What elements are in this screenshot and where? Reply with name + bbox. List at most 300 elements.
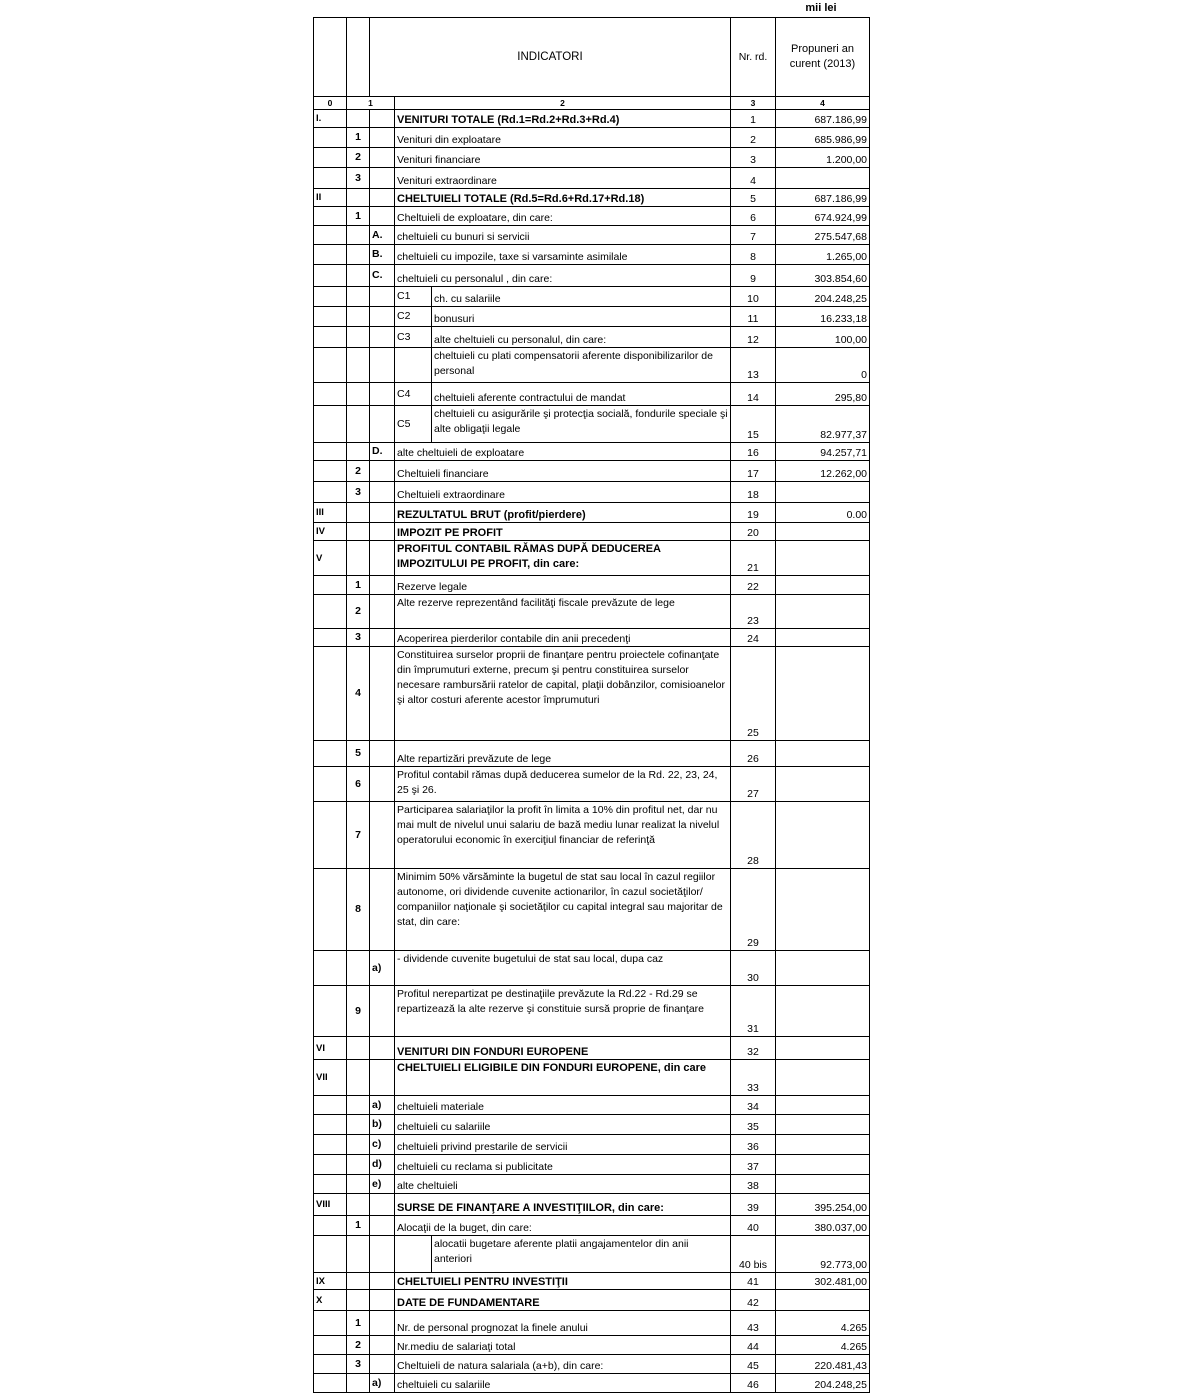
row-number: 22 [731,576,776,595]
row-value [776,541,870,576]
table-row [314,245,870,265]
row-number: 40 bis [731,1236,776,1273]
table-row [314,482,870,503]
row-value [776,1060,870,1096]
table-row [314,986,870,1037]
row-value [776,595,870,629]
row-indicator-text: IMPOZIT PE PROFIT [395,523,731,541]
row-number: 36 [731,1135,776,1155]
row-sub-code: C2 [395,307,432,327]
row-value [776,1290,870,1311]
row-item-number [347,226,370,245]
row-section-code [314,461,347,482]
row-sub-letter: d) [370,1155,395,1175]
table-row [314,1060,870,1096]
row-section-code: IX [314,1273,347,1290]
row-item-number: 3 [347,482,370,503]
row-indicator-text: Rezerve legale [395,576,731,595]
row-value [776,1175,870,1194]
row-number: 27 [731,767,776,802]
table-row [314,265,870,287]
row-section-code [314,383,347,406]
row-number: 38 [731,1175,776,1194]
row-number: 34 [731,1096,776,1115]
row-item-number [347,503,370,523]
row-section-code [314,1216,347,1236]
table-row [314,207,870,226]
row-section-code: VI [314,1037,347,1060]
row-number: 28 [731,802,776,869]
row-number: 25 [731,647,776,741]
row-number: 37 [731,1155,776,1175]
row-sub-letter [370,802,395,869]
row-number: 19 [731,503,776,523]
row-section-code [314,951,347,986]
row-item-number [347,287,370,307]
row-number: 14 [731,383,776,406]
table-row [314,189,870,207]
table-row [314,1096,870,1115]
table-row [314,128,870,148]
row-number: 18 [731,482,776,503]
col-index-0: 0 [314,97,347,110]
row-value [776,647,870,741]
row-section-code: II [314,189,347,207]
row-sub-letter: a) [370,951,395,986]
row-indicator-text: CHELTUIELI PENTRU INVESTIŢII [395,1273,731,1290]
row-sub-letter [370,1273,395,1290]
row-number: 1 [731,110,776,128]
row-indicator-text: Nr. de personal prognozat la finele anului [395,1311,731,1336]
row-indicator-text: bonusuri [432,307,731,327]
row-value [776,168,870,189]
row-value: 94.257,71 [776,443,870,461]
row-item-number: 2 [347,148,370,168]
row-value [776,523,870,541]
row-item-number [347,951,370,986]
row-indicator-text: cheltuieli cu bunuri si servicii [395,226,731,245]
row-sub-letter: c) [370,1135,395,1155]
row-number: 32 [731,1037,776,1060]
row-item-number: 1 [347,128,370,148]
row-sub-letter [370,148,395,168]
row-section-code [314,226,347,245]
row-section-code [314,1155,347,1175]
row-indicator-text: Alocaţii de la buget, din care: [395,1216,731,1236]
row-indicator-text: Venituri financiare [395,148,731,168]
row-item-number [347,307,370,327]
table-row [314,307,870,327]
row-value: 0.00 [776,503,870,523]
header-col1 [347,18,370,97]
row-number: 9 [731,265,776,287]
row-sub-code: C5 [395,406,432,443]
row-indicator-text: Nr.mediu de salariaţi total [395,1336,731,1355]
row-indicator-text: cheltuieli cu reclama si publicitate [395,1155,731,1175]
table-row [314,461,870,482]
row-value [776,1037,870,1060]
row-value [776,951,870,986]
row-item-number [347,110,370,128]
table-row [314,1374,870,1393]
row-item-number: 5 [347,741,370,767]
row-sub-letter [370,307,395,327]
row-value [776,869,870,951]
row-section-code [314,1374,347,1393]
row-section-code [314,307,347,327]
table-row [314,148,870,168]
budget-table [313,17,870,1393]
row-item-number: 9 [347,986,370,1037]
row-value [776,1096,870,1115]
table-row [314,327,870,348]
header-row [314,18,870,97]
row-indicator-text: cheltuieli materiale [395,1096,731,1115]
header-nr-rd: Nr. rd. [731,18,776,97]
row-indicator-text: cheltuieli aferente contractului de mandat [432,383,731,406]
row-value [776,576,870,595]
table-row [314,226,870,245]
row-item-number: 7 [347,802,370,869]
row-section-code [314,265,347,287]
row-value [776,802,870,869]
row-value [776,629,870,647]
row-number: 46 [731,1374,776,1393]
row-value [776,767,870,802]
header-indicatori: INDICATORI [370,18,731,97]
row-value: 82.977,37 [776,406,870,443]
table-row [314,869,870,951]
row-sub-letter [370,741,395,767]
row-sub-letter [370,482,395,503]
row-indicator-text: Cheltuieli extraordinare [395,482,731,503]
row-value: 220.481,43 [776,1355,870,1374]
row-number: 40 [731,1216,776,1236]
row-number: 23 [731,595,776,629]
row-number: 2 [731,128,776,148]
row-item-number [347,1115,370,1135]
row-sub-letter [370,327,395,348]
row-indicator-text: Venituri din exploatare [395,128,731,148]
row-item-number: 1 [347,1311,370,1336]
row-item-number [347,327,370,348]
row-section-code [314,1236,347,1273]
row-indicator-text: PROFITUL CONTABIL RĂMAS DUPĂ DEDUCEREA IMPOZITULUI PE PROFIT, din care: [395,541,731,576]
table-row [314,576,870,595]
table-row [314,741,870,767]
row-number: 41 [731,1273,776,1290]
row-item-number [347,1060,370,1096]
row-indicator-text: SURSE DE FINANŢARE A INVESTIŢIILOR, din care: [395,1194,731,1216]
row-sub-code: C3 [395,327,432,348]
row-number: 24 [731,629,776,647]
row-number: 35 [731,1115,776,1135]
row-section-code: VIII [314,1194,347,1216]
table-row [314,1336,870,1355]
row-sub-letter [370,1060,395,1096]
row-sub-letter [370,461,395,482]
col-index-2: 2 [395,97,731,110]
row-sub-code [395,1236,432,1273]
table-row [314,1273,870,1290]
row-section-code [314,767,347,802]
table-row [314,1311,870,1336]
row-indicator-text: Venituri extraordinare [395,168,731,189]
row-sub-letter [370,1336,395,1355]
row-number: 10 [731,287,776,307]
col-index-1: 1 [347,97,395,110]
row-value: 687.186,99 [776,110,870,128]
row-sub-letter: C. [370,265,395,287]
row-indicator-text: alte cheltuieli [395,1175,731,1194]
column-index-row [314,97,870,110]
row-number: 13 [731,348,776,383]
row-sub-letter: e) [370,1175,395,1194]
row-number: 8 [731,245,776,265]
row-number: 20 [731,523,776,541]
table-row [314,647,870,741]
row-number: 31 [731,986,776,1037]
row-sub-letter [370,869,395,951]
table-row [314,523,870,541]
row-section-code [314,647,347,741]
row-indicator-text: alocatii bugetare aferente platii angajamentelor din anii anteriori [432,1236,731,1273]
row-sub-letter [370,1311,395,1336]
row-number: 21 [731,541,776,576]
row-indicator-text: Cheltuieli de exploatare, din care: [395,207,731,226]
row-sub-letter [370,1216,395,1236]
row-value: 12.262,00 [776,461,870,482]
row-value: 380.037,00 [776,1216,870,1236]
table-row [314,951,870,986]
row-section-code [314,406,347,443]
row-section-code [314,986,347,1037]
row-sub-letter [370,1290,395,1311]
row-item-number: 8 [347,869,370,951]
row-indicator-text: cheltuieli cu impozile, taxe si varsaminte asimilale [395,245,731,265]
row-section-code [314,1311,347,1336]
row-sub-letter [370,595,395,629]
row-value: 1.265,00 [776,245,870,265]
row-indicator-text: REZULTATUL BRUT (profit/pierdere) [395,503,731,523]
row-indicator-text: cheltuieli cu personalul , din care: [395,265,731,287]
row-indicator-text: cheltuieli cu salariile [395,1374,731,1393]
row-item-number [347,348,370,383]
row-number: 26 [731,741,776,767]
row-section-code [314,287,347,307]
row-item-number: 2 [347,461,370,482]
row-section-code [314,482,347,503]
row-section-code [314,576,347,595]
row-sub-letter: a) [370,1096,395,1115]
row-sub-letter [370,406,395,443]
row-section-code [314,148,347,168]
row-item-number: 3 [347,629,370,647]
row-value [776,986,870,1037]
table-row [314,1236,870,1273]
row-item-number: 6 [347,767,370,802]
row-number: 45 [731,1355,776,1374]
row-sub-letter [370,503,395,523]
row-section-code: VII [314,1060,347,1096]
row-indicator-text: CHELTUIELI ELIGIBILE DIN FONDURI EUROPENE, din care [395,1060,731,1096]
row-sub-letter: b) [370,1115,395,1135]
row-sub-letter [370,189,395,207]
table-row [314,595,870,629]
row-sub-letter [370,767,395,802]
row-indicator-text: cheltuieli cu asigurările şi protecţia socială, fondurile speciale şi alte obligaţii legale [432,406,731,443]
row-number: 44 [731,1336,776,1355]
row-value: 302.481,00 [776,1273,870,1290]
row-section-code [314,595,347,629]
table-row [314,1037,870,1060]
row-section-code [314,1135,347,1155]
row-value: 687.186,99 [776,189,870,207]
row-number: 7 [731,226,776,245]
row-number: 4 [731,168,776,189]
row-sub-letter: D. [370,443,395,461]
row-item-number: 2 [347,1336,370,1355]
row-section-code [314,629,347,647]
row-value: 685.986,99 [776,128,870,148]
row-value: 0 [776,348,870,383]
row-section-code [314,1115,347,1135]
row-item-number [347,523,370,541]
row-number: 5 [731,189,776,207]
row-sub-letter [370,383,395,406]
table-row [314,1216,870,1236]
row-number: 11 [731,307,776,327]
row-item-number: 1 [347,1216,370,1236]
row-section-code [314,1096,347,1115]
row-indicator-text: Profitul nerepartizat pe destinaţiile prevăzute la Rd.22 - Rd.29 se repartizează la alte rezerve şi constituie sursă proprie de finanţare [395,986,731,1037]
row-item-number [347,189,370,207]
row-sub-letter [370,541,395,576]
row-section-code [314,245,347,265]
row-sub-code [395,348,432,383]
row-number: 33 [731,1060,776,1096]
row-item-number [347,1374,370,1393]
row-indicator-text: cheltuieli privind prestarile de servicii [395,1135,731,1155]
table-row [314,348,870,383]
row-value: 100,00 [776,327,870,348]
row-indicator-text: alte cheltuieli cu personalul, din care: [432,327,731,348]
row-section-code [314,327,347,348]
row-section-code [314,443,347,461]
row-sub-letter [370,128,395,148]
row-section-code: I. [314,110,347,128]
table-row [314,767,870,802]
row-sub-letter [370,647,395,741]
row-value: 303.854,60 [776,265,870,287]
row-value: 395.254,00 [776,1194,870,1216]
row-indicator-text: cheltuieli cu salariile [395,1115,731,1135]
row-number: 29 [731,869,776,951]
row-section-code [314,741,347,767]
row-number: 6 [731,207,776,226]
row-section-code: III [314,503,347,523]
row-sub-letter: B. [370,245,395,265]
row-sub-letter [370,1236,395,1273]
table-row [314,629,870,647]
table-row [314,406,870,443]
row-sub-letter [370,1194,395,1216]
row-number: 17 [731,461,776,482]
row-value: 204.248,25 [776,287,870,307]
row-section-code [314,207,347,226]
row-item-number [347,1175,370,1194]
table-row [314,1135,870,1155]
row-sub-code: C1 [395,287,432,307]
row-value [776,1115,870,1135]
row-item-number: 1 [347,576,370,595]
row-item-number: 2 [347,595,370,629]
table-row [314,110,870,128]
row-section-code [314,1355,347,1374]
row-value: 4.265 [776,1311,870,1336]
row-value: 204.248,25 [776,1374,870,1393]
row-sub-letter [370,168,395,189]
row-item-number: 3 [347,1355,370,1374]
table-row [314,503,870,523]
row-sub-letter [370,348,395,383]
row-indicator-text: Minimim 50% vărsăminte la bugetul de stat sau local în cazul regiilor autonome, ori dividende cuvenite actionarilor, în cazul societăţilor/ companiilor naţionale şi societăţilor cu capital integral sau majoritar de stat, din care: [395,869,731,951]
row-sub-letter [370,1037,395,1060]
row-indicator-text: Constituirea surselor proprii de finanţare pentru proiectele cofinanţate din împrumuturi externe, precum şi pentru constituirea surselor necesare rambursării ratelor de capital, plaţii dobânzilor, comisioanelor şi altor costuri aferente acestor împrumuturi [395,647,731,741]
row-sub-letter [370,110,395,128]
table-row [314,443,870,461]
row-number: 30 [731,951,776,986]
row-section-code [314,802,347,869]
row-section-code: X [314,1290,347,1311]
row-item-number: 3 [347,168,370,189]
header-propuneri: Propuneri an curent (2013) [776,18,870,97]
row-item-number: 4 [347,647,370,741]
row-section-code [314,1175,347,1194]
row-indicator-text: ch. cu salariile [432,287,731,307]
row-sub-letter [370,207,395,226]
row-number: 3 [731,148,776,168]
row-sub-code: C4 [395,383,432,406]
row-value: 1.200,00 [776,148,870,168]
row-indicator-text: Acoperirea pierderilor contabile din anii precedenţi [395,629,731,647]
row-section-code [314,1336,347,1355]
row-number: 39 [731,1194,776,1216]
row-indicator-text: Alte repartizări prevăzute de lege [395,741,731,767]
row-indicator-text: Profitul contabil rămas după deducerea sumelor de la Rd. 22, 23, 24, 25 şi 26. [395,767,731,802]
row-sub-letter [370,629,395,647]
row-item-number [347,443,370,461]
row-sub-letter: A. [370,226,395,245]
row-section-code [314,869,347,951]
row-number: 43 [731,1311,776,1336]
row-item-number [347,265,370,287]
row-value: 295,80 [776,383,870,406]
unit-label: mii lei [805,2,837,14]
table-row [314,383,870,406]
row-indicator-text: VENITURI DIN FONDURI EUROPENE [395,1037,731,1060]
row-sub-letter [370,523,395,541]
row-section-code [314,168,347,189]
row-section-code: V [314,541,347,576]
row-value: 92.773,00 [776,1236,870,1273]
row-value [776,1135,870,1155]
row-indicator-text: VENITURI TOTALE (Rd.1=Rd.2+Rd.3+Rd.4) [395,110,731,128]
row-number: 12 [731,327,776,348]
table-row [314,1290,870,1311]
row-sub-letter [370,287,395,307]
row-indicator-text: Alte rezerve reprezentând facilităţi fiscale prevăzute de lege [395,595,731,629]
